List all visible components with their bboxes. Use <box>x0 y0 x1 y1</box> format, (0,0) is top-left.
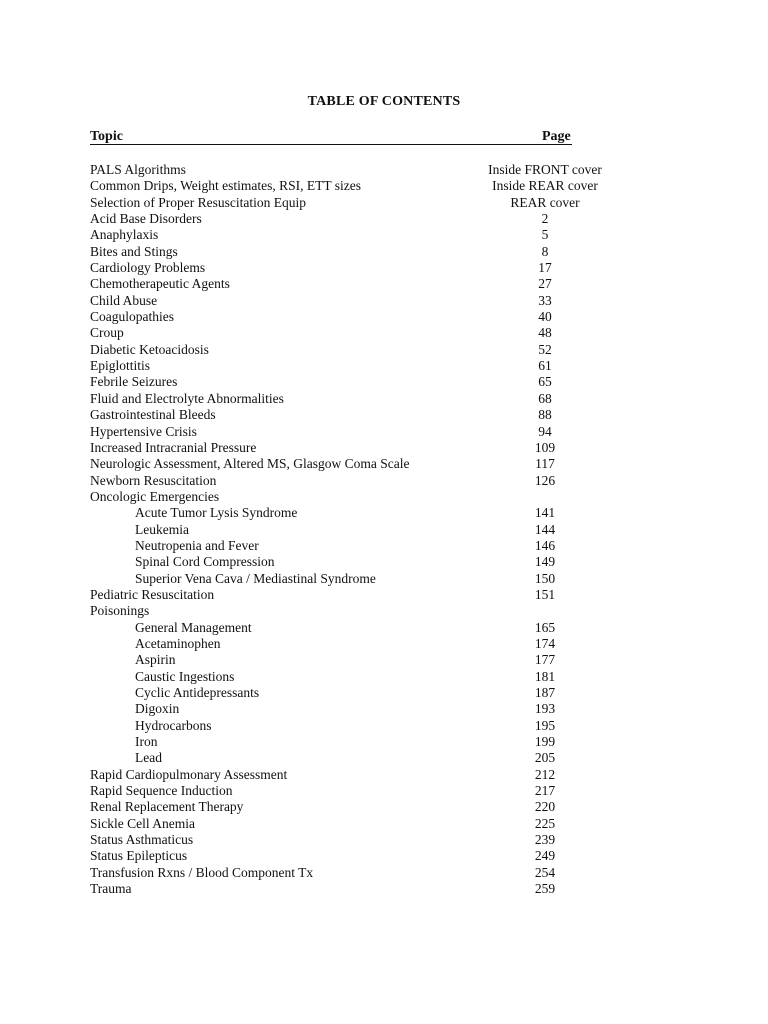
toc-entry <box>90 865 650 881</box>
toc-entry <box>90 571 650 587</box>
toc-entry <box>90 342 650 358</box>
toc-entry <box>90 750 650 766</box>
toc-entry-page: 181 <box>534 668 556 684</box>
toc-entry-page: 150 <box>534 570 556 586</box>
toc-entry-page: 193 <box>534 701 556 717</box>
toc-entry <box>90 293 650 309</box>
toc-entry-page: 205 <box>534 750 556 766</box>
toc-entry <box>90 767 650 783</box>
toc-entry-page: 225 <box>534 815 556 831</box>
toc-entry <box>90 211 650 227</box>
toc-entry-topic: Newborn Resuscitation <box>90 472 217 488</box>
toc-entry <box>90 325 650 341</box>
toc-entry-topic: Iron <box>135 734 158 750</box>
toc-entry-page: 144 <box>534 521 556 537</box>
toc-entry-topic: Neutropenia and Fever <box>135 537 259 553</box>
toc-entry-topic: PALS Algorithms <box>90 162 186 177</box>
toc-entry-page: 249 <box>534 848 556 864</box>
toc-entry-page: 17 <box>538 260 552 276</box>
toc-entry-page: 254 <box>534 864 556 880</box>
toc-entry-page: 212 <box>534 766 556 782</box>
toc-entry <box>90 391 650 407</box>
toc-entry-page: 52 <box>538 341 552 357</box>
toc-entry-topic: Anaphylaxis <box>90 227 159 243</box>
toc-entry <box>90 848 650 864</box>
toc-entry <box>90 195 650 211</box>
toc-entry <box>90 685 650 701</box>
toc-entry-topic: Bites and Stings <box>90 243 178 259</box>
toc-entry <box>90 669 650 685</box>
toc-entry <box>90 816 650 832</box>
toc-entry <box>90 162 650 178</box>
toc-entry-page: 40 <box>538 309 552 325</box>
toc-entry-page: 109 <box>534 439 556 455</box>
toc-entry <box>90 407 650 423</box>
toc-entry-page: 2 <box>541 211 549 227</box>
toc-entry-page: 8 <box>541 243 549 259</box>
toc-entry-topic: Acute Tumor Lysis Syndrome <box>135 505 298 521</box>
toc-entry-page: Inside REAR cover <box>492 178 598 194</box>
toc-entry-page: 117 <box>535 456 555 472</box>
toc-entry-page: 174 <box>534 635 556 651</box>
toc-entry-topic: General Management <box>135 619 252 635</box>
toc-entry-topic: Caustic Ingestions <box>135 668 235 684</box>
toc-entry-topic: Rapid Sequence Induction <box>90 783 233 799</box>
toc-entry-page: 151 <box>534 586 556 602</box>
toc-entry-topic: Febrile Seizures <box>90 374 178 390</box>
toc-entry <box>90 636 650 652</box>
toc-entry-topic: Diabetic Ketoacidosis <box>90 341 209 357</box>
toc-entry <box>90 603 650 619</box>
toc-entry <box>90 538 650 554</box>
toc-entry <box>90 554 650 570</box>
topic-column-header: Topic <box>90 129 123 144</box>
toc-entry-page: 199 <box>534 734 556 750</box>
toc-entry-topic: Hydrocarbons <box>135 717 212 733</box>
toc-entry-page: 68 <box>538 390 552 406</box>
toc-entry-topic: Transfusion Rxns / Blood Component Tx <box>90 864 314 880</box>
toc-entry-page: 61 <box>538 358 552 374</box>
toc-entry-topic: Renal Replacement Therapy <box>90 799 244 815</box>
toc-entry-page: 94 <box>538 423 552 439</box>
toc-entry <box>90 881 650 897</box>
toc-entry <box>90 227 650 243</box>
toc-entry-topic: Sickle Cell Anemia <box>90 815 195 831</box>
toc-entry-topic: Child Abuse <box>90 292 158 308</box>
toc-entry <box>90 178 650 194</box>
toc-entry <box>90 799 650 815</box>
toc-entry <box>90 620 650 636</box>
toc-entry <box>90 587 650 603</box>
toc-entry-page: 126 <box>534 472 556 488</box>
toc-entry-topic: Lead <box>135 750 162 766</box>
toc-entry-topic: Superior Vena Cava / Mediastinal Syndrome <box>135 570 376 586</box>
toc-entry-topic: Increased Intracranial Pressure <box>90 439 257 455</box>
toc-entry-page: 195 <box>534 717 556 733</box>
toc-entry-topic: Status Epilepticus <box>90 848 188 864</box>
toc-entry <box>90 473 650 489</box>
toc-entry-topic: Cyclic Antidepressants <box>135 685 260 700</box>
toc-entry <box>90 734 650 750</box>
toc-entry-page: 146 <box>534 537 556 553</box>
toc-entry-page: 65 <box>538 374 552 390</box>
toc-entry-topic: Epiglottitis <box>90 358 151 374</box>
toc-entry <box>90 783 650 799</box>
toc-entry <box>90 701 650 717</box>
toc-entry-topic: Spinal Cord Compression <box>135 554 275 570</box>
toc-entry-topic: Pediatric Resuscitation <box>90 586 215 602</box>
toc-entry-topic: Status Asthmaticus <box>90 832 194 848</box>
toc-entry <box>90 522 650 538</box>
toc-entry-page: 220 <box>534 799 556 815</box>
toc-entry-page: 259 <box>534 881 556 897</box>
toc-entry-topic: Chemotherapeutic Agents <box>90 276 230 292</box>
toc-entry-topic: Poisonings <box>90 603 150 619</box>
toc-entry-topic: Acid Base Disorders <box>90 211 202 227</box>
toc-entry-topic: Selection of Proper Resuscitation Equip <box>90 194 306 210</box>
toc-entry-page: 27 <box>538 276 552 292</box>
toc-list <box>90 162 650 897</box>
toc-entry-topic: Oncologic Emergencies <box>90 488 220 504</box>
toc-entry <box>90 456 650 472</box>
toc-entry <box>90 244 650 260</box>
toc-entry-topic: Gastrointestinal Bleeds <box>90 407 216 423</box>
page-title: TABLE OF CONTENTS <box>307 94 461 109</box>
toc-entry-page: 239 <box>534 832 556 848</box>
toc-entry-page: 5 <box>541 227 549 243</box>
toc-entry-page: 88 <box>538 407 552 423</box>
toc-entry-topic: Fluid and Electrolyte Abnormalities <box>90 390 284 406</box>
toc-entry-page: Inside FRONT cover <box>488 162 602 177</box>
toc-entry-page: 187 <box>534 685 556 700</box>
toc-entry <box>90 260 650 276</box>
toc-entry-page: REAR cover <box>510 194 580 210</box>
toc-entry-topic: Rapid Cardiopulmonary Assessment <box>90 766 288 782</box>
toc-entry-topic: Digoxin <box>135 701 180 717</box>
toc-entry <box>90 718 650 734</box>
toc-header <box>90 129 572 147</box>
toc-entry <box>90 489 650 505</box>
toc-entry <box>90 652 650 668</box>
toc-entry <box>90 276 650 292</box>
toc-entry-topic: Cardiology Problems <box>90 260 206 276</box>
toc-entry-topic: Neurologic Assessment, Altered MS, Glasgow Coma Scale <box>90 456 410 472</box>
toc-entry-topic: Leukemia <box>135 521 189 537</box>
toc-entry <box>90 424 650 440</box>
toc-entry-topic: Aspirin <box>135 652 176 668</box>
header-underline <box>90 144 572 145</box>
toc-entry-page: 48 <box>538 325 552 341</box>
toc-entry <box>90 374 650 390</box>
toc-entry-page: 217 <box>534 783 556 799</box>
toc-entry-page: 177 <box>534 652 556 668</box>
toc-entry-topic: Trauma <box>90 881 132 897</box>
toc-entry <box>90 440 650 456</box>
toc-entry-page: 165 <box>534 619 556 635</box>
toc-entry-topic: Croup <box>90 325 124 341</box>
toc-entry-page: 149 <box>534 554 556 570</box>
toc-entry-topic: Hypertensive Crisis <box>90 423 197 439</box>
toc-entry-page: 141 <box>534 505 556 521</box>
toc-entry-topic: Common Drips, Weight estimates, RSI, ETT sizes <box>90 178 362 194</box>
toc-entry-topic: Coagulopathies <box>90 309 174 325</box>
toc-entry <box>90 505 650 521</box>
toc-entry <box>90 309 650 325</box>
page-column-header: Page <box>542 129 571 144</box>
toc-entry <box>90 832 650 848</box>
toc-entry <box>90 358 650 374</box>
toc-entry-page: 33 <box>538 292 552 308</box>
toc-entry-topic: Acetaminophen <box>135 635 221 651</box>
